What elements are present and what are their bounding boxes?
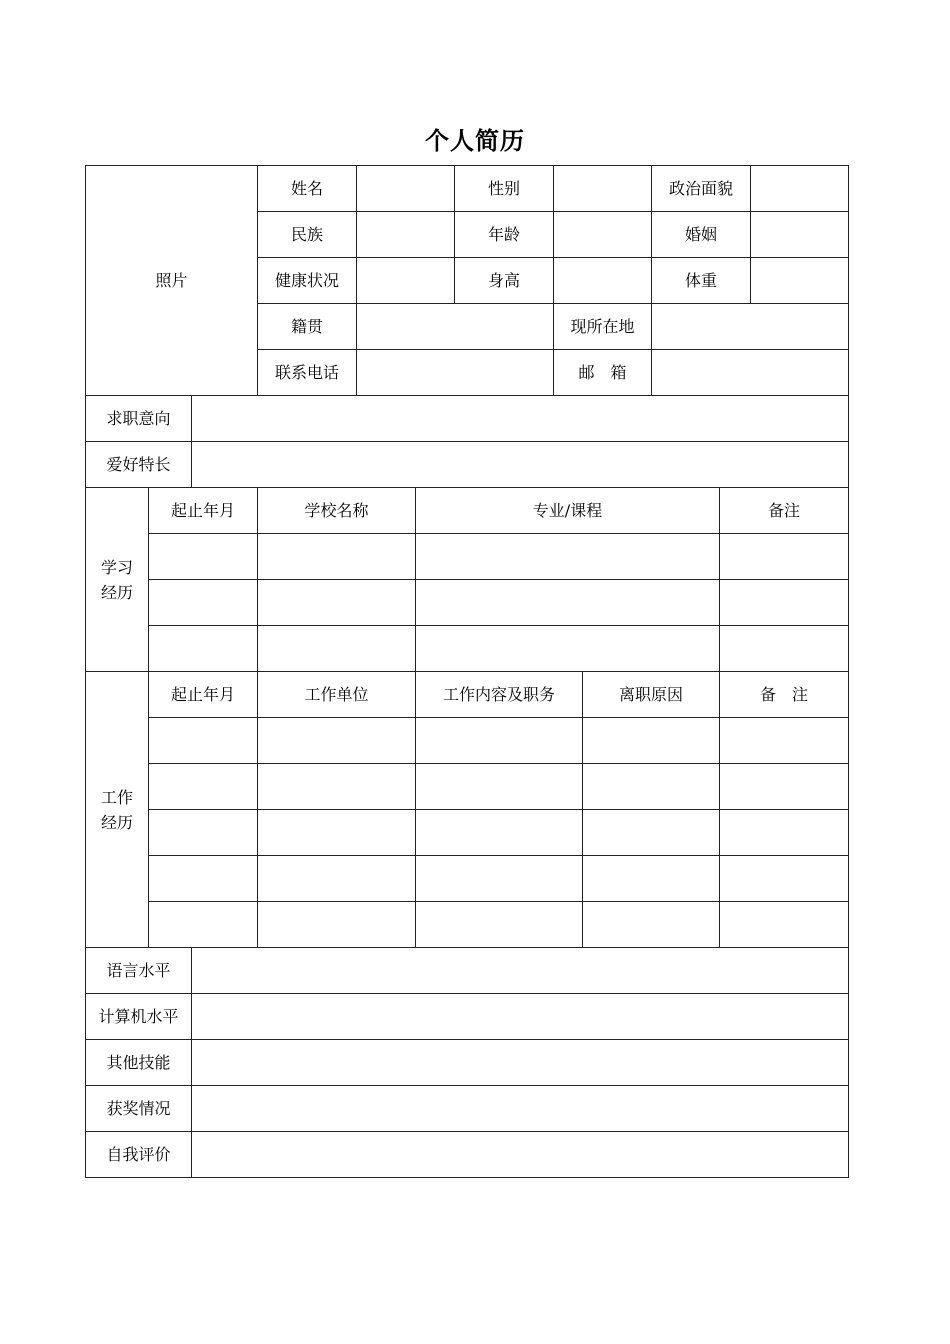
work-row-cell[interactable] [719,809,849,856]
photo-area[interactable] [85,165,258,396]
location-label: 现所在地 [553,303,652,350]
other-skills-field[interactable] [191,1039,849,1086]
education-label-line2: 经历 [100,582,133,602]
edu-row-cell[interactable] [415,579,720,626]
name-label: 姓名 [257,165,357,212]
edu-row-cell[interactable] [719,533,849,580]
edu-header-period: 起止年月 [148,487,258,534]
work-row-cell[interactable] [415,855,583,902]
native-place-label: 籍贯 [257,303,357,350]
work-header-notes: 备 注 [719,671,849,718]
work-row-cell[interactable] [719,763,849,810]
work-row-cell[interactable] [257,809,416,856]
height-label: 身高 [454,257,554,304]
hobbies-field[interactable] [191,441,849,488]
job-intention-field[interactable] [191,395,849,442]
other-skills-label: 其他技能 [85,1039,192,1086]
work-row-cell[interactable] [148,901,258,948]
self-eval-field[interactable] [191,1131,849,1178]
work-row-cell[interactable] [415,763,583,810]
phone-label: 联系电话 [257,349,357,396]
edu-row-cell[interactable] [719,579,849,626]
work-row-cell[interactable] [148,809,258,856]
photo-label: 照片 [155,271,188,290]
name-field[interactable] [356,165,455,212]
work-header-period: 起止年月 [148,671,258,718]
phone-field[interactable] [356,349,554,396]
work-header-leave-reason: 离职原因 [582,671,720,718]
work-row-cell[interactable] [719,901,849,948]
work-row-cell[interactable] [415,901,583,948]
work-header-duties: 工作内容及职务 [415,671,583,718]
computer-label: 计算机水平 [85,993,192,1040]
work-row-cell[interactable] [582,901,720,948]
work-row-cell[interactable] [582,717,720,764]
edu-row-cell[interactable] [415,533,720,580]
edu-row-cell[interactable] [148,625,258,672]
edu-header-major: 专业/课程 [415,487,720,534]
edu-header-notes: 备注 [719,487,849,534]
language-label: 语言水平 [85,947,192,994]
work-row-cell[interactable] [719,717,849,764]
page-title: 个人简历 [425,126,525,155]
work-row-cell[interactable] [257,855,416,902]
work-label-line1: 工作 [100,787,133,807]
politics-field[interactable] [750,165,849,212]
awards-label: 获奖情况 [85,1085,192,1132]
awards-field[interactable] [191,1085,849,1132]
hobbies-label: 爱好特长 [85,441,192,488]
ethnicity-label: 民族 [257,211,357,258]
politics-label: 政治面貌 [651,165,751,212]
work-header-employer: 工作单位 [257,671,416,718]
edu-row-cell[interactable] [148,533,258,580]
education-label-line1: 学习 [100,557,133,577]
work-row-cell[interactable] [415,809,583,856]
health-label: 健康状况 [257,257,357,304]
height-field[interactable] [553,257,652,304]
native-place-field[interactable] [356,303,554,350]
work-row-cell[interactable] [257,717,416,764]
weight-field[interactable] [750,257,849,304]
edu-row-cell[interactable] [415,625,720,672]
work-section-label [85,671,149,948]
work-row-cell[interactable] [148,717,258,764]
computer-field[interactable] [191,993,849,1040]
work-row-cell[interactable] [257,901,416,948]
ethnicity-field[interactable] [356,211,455,258]
edu-row-cell[interactable] [148,579,258,626]
marriage-label: 婚姻 [651,211,751,258]
edu-row-cell[interactable] [719,625,849,672]
gender-label: 性别 [454,165,554,212]
age-label: 年龄 [454,211,554,258]
weight-label: 体重 [651,257,751,304]
work-row-cell[interactable] [415,717,583,764]
location-field[interactable] [651,303,849,350]
work-row-cell[interactable] [582,763,720,810]
work-row-cell[interactable] [257,763,416,810]
education-section-label [85,487,149,672]
work-row-cell[interactable] [719,855,849,902]
work-row-cell[interactable] [582,809,720,856]
age-field[interactable] [553,211,652,258]
language-field[interactable] [191,947,849,994]
edu-row-cell[interactable] [257,579,416,626]
edu-row-cell[interactable] [257,625,416,672]
work-row-cell[interactable] [148,763,258,810]
email-label: 邮 箱 [553,349,652,396]
job-intention-label: 求职意向 [85,395,192,442]
work-row-cell[interactable] [582,855,720,902]
marriage-field[interactable] [750,211,849,258]
edu-header-school: 学校名称 [257,487,416,534]
self-eval-label: 自我评价 [85,1131,192,1178]
edu-row-cell[interactable] [257,533,416,580]
health-field[interactable] [356,257,455,304]
work-row-cell[interactable] [148,855,258,902]
gender-field[interactable] [553,165,652,212]
work-label-line2: 经历 [100,812,133,832]
email-field[interactable] [651,349,849,396]
